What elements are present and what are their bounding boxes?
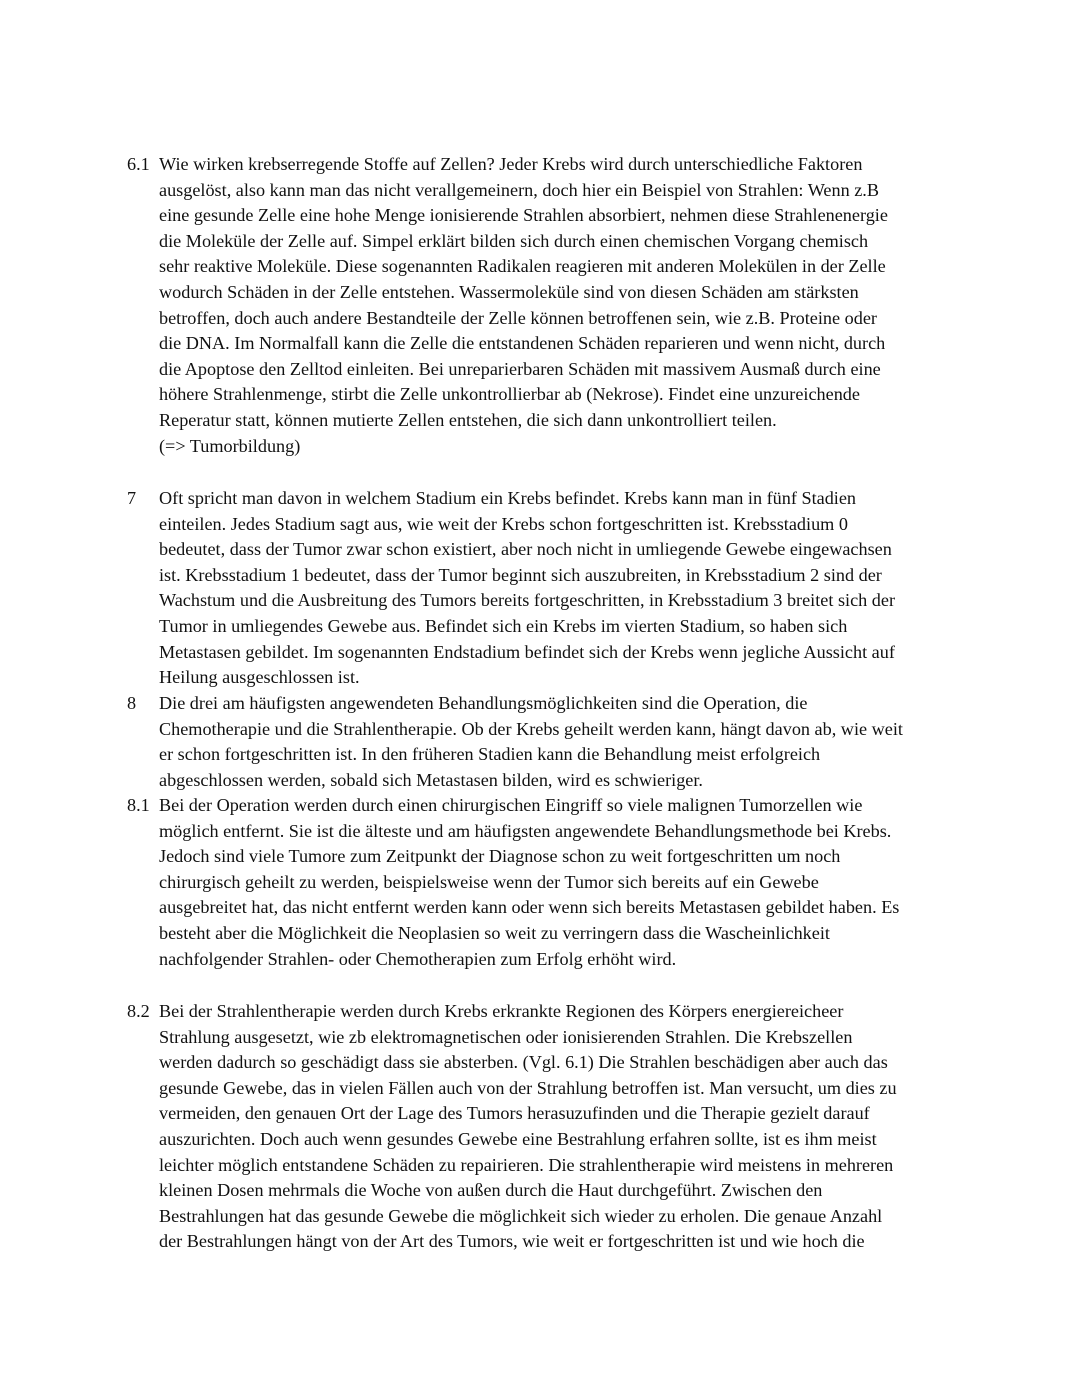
text-line: ausgelöst, also kann man das nicht verallgemeinern, doch hier ein Beispiel von Strahlen: Wenn z.B bbox=[159, 179, 879, 200]
section-number: 8 bbox=[127, 693, 137, 713]
text-line: auszurichten. Doch auch wenn gesundes Gewebe eine Bestrahlung erfahren sollte, ist es ihm meist bbox=[159, 1128, 877, 1149]
text-line: Metastasen gebildet. Im sogenannten Endstadium befindet sich der Krebs wenn jegliche Aussicht auf bbox=[159, 641, 895, 662]
text-line: Tumor in umliegendes Gewebe aus. Befindet sich ein Krebs im vierten Stadium, so haben sich bbox=[159, 615, 848, 636]
text-line: vermeiden, den genauen Ort der Lage des Tumors herasuzufinden und die Therapie gezielt darauf bbox=[159, 1103, 870, 1124]
text-line: Jedoch sind viele Tumore zum Zeitpunkt der Diagnose schon zu weit fortgeschritten um noch bbox=[159, 846, 841, 867]
text-line: die DNA. Im Normalfall kann die Zelle die entstandenen Schäden reparieren und wenn nicht, durch bbox=[159, 333, 886, 354]
section-body bbox=[159, 999, 959, 1255]
text-line: die Moleküle der Zelle auf. Simpel erklärt bilden sich durch einen chemischen Vorgang chemisch bbox=[159, 230, 869, 251]
text-line: Strahlung ausgesetzt, wie zb elektromagnetischen oder ionisierenden Strahlen. Die Krebszellen bbox=[159, 1026, 853, 1047]
text-line: einteilen. Jedes Stadium sagt aus, wie weit der Krebs schon fortgeschritten ist. Krebsstadium 0 bbox=[159, 513, 848, 534]
text-line: die Apoptose den Zelltod einleiten. Bei unreparierbaren Schäden mit massivem Ausmaß durch eine bbox=[159, 358, 881, 379]
section-body bbox=[159, 152, 959, 459]
text-line: gesunde Gewebe, das in vielen Fällen auch von der Strahlung betroffen ist. Man versucht, um dies zu bbox=[159, 1077, 897, 1098]
text-line: der Bestrahlungen hängt von der Art des Tumors, wie weit er fortgeschritten ist und wie hoch die bbox=[159, 1231, 865, 1252]
section-body bbox=[159, 691, 959, 793]
section-body bbox=[159, 486, 959, 691]
text-line: sehr reaktive Moleküle. Diese sogenannten Radikalen reagieren mit anderen Molekülen in der Zelle bbox=[159, 256, 886, 277]
section-body bbox=[159, 793, 959, 972]
text-line: chirurgisch geheilt zu werden, beispielsweise wenn der Tumor sich bereits auf ein Gewebe bbox=[159, 871, 819, 892]
text-line: eine gesunde Zelle eine hohe Menge ionisierende Strahlen absorbiert, nehmen diese Strahlenenergie bbox=[159, 205, 888, 226]
text-line: Chemotherapie und die Strahlentherapie. Ob der Krebs geheilt werden kann, hängt davon ab, wie weit bbox=[159, 718, 903, 739]
text-line: werden dadurch so geschädigt dass sie absterben. (Vgl. 6.1) Die Strahlen beschädigen aber auch das bbox=[159, 1052, 888, 1073]
text-line: ausgebreitet hat, das nicht entfernt werden kann oder wenn sich bereits Metastasen gebildet haben. Es bbox=[159, 897, 900, 918]
text-line: nachfolgender Strahlen- oder Chemotherapien zum Erfolg erhöht wird. bbox=[159, 948, 677, 969]
text-line: Die drei am häufigsten angewendeten Behandlungsmöglichkeiten sind die Operation, die bbox=[159, 693, 808, 713]
text-line: Bestrahlungen hat das gesunde Gewebe die möglichkeit sich wieder zu erholen. Die genaue Anzahl bbox=[159, 1205, 883, 1226]
section-number: 8.1 bbox=[127, 795, 150, 815]
section-number: 8.2 bbox=[127, 1001, 150, 1021]
text-line: Heilung ausgeschlossen ist. bbox=[159, 667, 360, 688]
text-line: wodurch Schäden in der Zelle entstehen. Wassermoleküle sind von diesen Schäden am stärksten bbox=[159, 281, 859, 302]
section-number: 7 bbox=[127, 488, 137, 508]
text-line: abgeschlossen werden, sobald sich Metastasen bilden, wird es schwieriger. bbox=[159, 769, 703, 790]
text-line: möglich entfernt. Sie ist die älteste und am häufigsten angewendete Behandlungsmethode bei Krebs. bbox=[159, 820, 892, 841]
text-line: Bei der Strahlentherapie werden durch Krebs erkrankte Regionen des Körpers energiereicheer bbox=[159, 1001, 844, 1021]
text-line: Oft spricht man davon in welchem Stadium ein Krebs befindet. Krebs kann man in fünf Stadien bbox=[159, 488, 857, 508]
text-line: besteht aber die Möglichkeit die Neoplasien so weit zu verringern dass die Wascheinlichkeit bbox=[159, 922, 830, 943]
text-line: Wie wirken krebserregende Stoffe auf Zellen? Jeder Krebs wird durch unterschiedliche Faktoren bbox=[159, 154, 863, 174]
text-line: kleinen Dosen mehrmals die Woche von außen durch die Haut durchgeführt. Zwischen den bbox=[159, 1180, 823, 1201]
text-line: bedeutet, dass der Tumor zwar schon existiert, aber noch nicht in umliegende Gewebe eingewachsen bbox=[159, 539, 892, 560]
text-line: Bei der Operation werden durch einen chirurgischen Eingriff so viele malignen Tumorzellen wie bbox=[159, 795, 863, 815]
section-number: 6.1 bbox=[127, 154, 150, 174]
text-line: (=> Tumorbildung) bbox=[159, 435, 301, 456]
text-line: ist. Krebsstadium 1 bedeutet, dass der Tumor beginnt sich auszubreiten, in Krebsstadium 2 sind der bbox=[159, 564, 882, 585]
text-line: Reperatur statt, können mutierte Zellen entstehen, die sich dann unkontrolliert teilen. bbox=[159, 409, 777, 430]
text-line: höhere Strahlenmenge, stirbt die Zelle unkontrollierbar ab (Nekrose). Findet eine unzureichende bbox=[159, 384, 860, 405]
text-line: leichter möglich entstandene Schäden zu repairieren. Die strahlentherapie wird meistens in mehreren bbox=[159, 1154, 894, 1175]
text-line: Wachstum und die Ausbreitung des Tumors bereits fortgeschritten, in Krebsstadium 3 breitet sich der bbox=[159, 590, 896, 611]
text-line: er schon fortgeschritten ist. In den früheren Stadien kann die Behandlung meist erfolgreich bbox=[159, 744, 821, 765]
text-line: betroffen, doch auch andere Bestandteile der Zelle können betroffenen sein, wie z.B. Proteine oder bbox=[159, 307, 877, 328]
